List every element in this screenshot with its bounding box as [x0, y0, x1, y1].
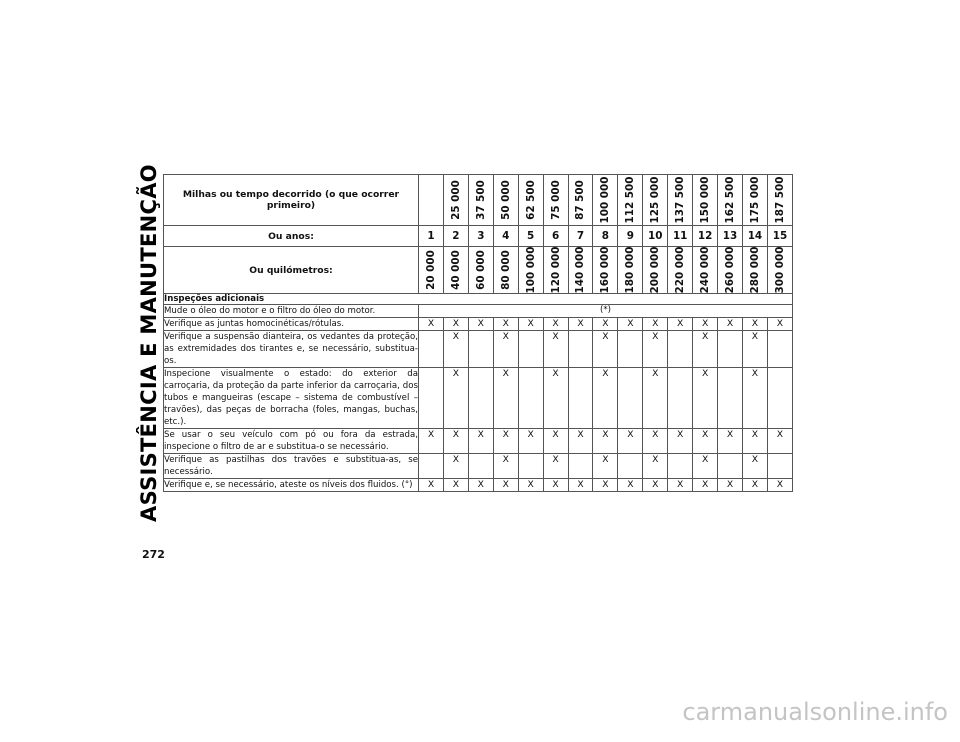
service-mark: X [693, 429, 718, 454]
miles-value [742, 175, 767, 226]
miles-value-text: 62 500 [524, 180, 537, 220]
miles-value [518, 175, 543, 226]
miles-value [668, 175, 693, 226]
task-description: Mude o óleo do motor e o filtro do óleo do motor. [164, 305, 419, 318]
service-mark [668, 454, 693, 479]
miles-value [443, 175, 468, 226]
service-mark [718, 331, 743, 368]
table-row [164, 479, 793, 492]
service-mark [718, 454, 743, 479]
miles-value-text: 87 500 [574, 180, 587, 220]
service-mark [767, 454, 792, 479]
service-mark: X [443, 454, 468, 479]
service-mark: X [718, 479, 743, 492]
miles-value-text: 175 000 [748, 176, 761, 224]
service-mark: X [419, 318, 444, 331]
maintenance-schedule-table [163, 174, 793, 492]
service-mark: X [742, 429, 767, 454]
task-description: Inspecione visualmente o estado: do exterior da carroçaria, da proteção da parte inferior da carroçaria, dos tubos e mangueiras (escape – sistema de combustível – travões), das peças de borracha (foles, mangas, buchas, etc.). [164, 369, 418, 427]
page-number: 272 [142, 548, 165, 561]
service-mark: X [568, 429, 593, 454]
service-mark [468, 331, 493, 368]
year-value: 7 [568, 226, 593, 247]
miles-value-text: 75 000 [549, 180, 562, 220]
service-mark: X [443, 429, 468, 454]
service-mark: X [643, 368, 668, 429]
miles-value [543, 175, 568, 226]
service-mark: X [593, 479, 618, 492]
service-mark: X [419, 479, 444, 492]
table-row [164, 318, 793, 331]
km-value [593, 247, 618, 294]
year-value: 10 [643, 226, 668, 247]
year-value: 4 [493, 226, 518, 247]
service-mark: X [643, 454, 668, 479]
service-mark: X [443, 479, 468, 492]
miles-value-text: 50 000 [499, 180, 512, 220]
service-mark: X [543, 454, 568, 479]
service-mark: X [618, 318, 643, 331]
service-mark: X [742, 318, 767, 331]
service-mark: X [693, 331, 718, 368]
service-mark: X [419, 429, 444, 454]
km-value-text: 40 000 [449, 250, 462, 290]
service-mark: X [518, 479, 543, 492]
service-mark [718, 368, 743, 429]
year-value: 1 [419, 226, 444, 247]
year-value: 2 [443, 226, 468, 247]
service-mark: X [493, 429, 518, 454]
km-value [518, 247, 543, 294]
service-mark [568, 331, 593, 368]
miles-value [493, 175, 518, 226]
service-mark: X [543, 479, 568, 492]
km-value-text: 160 000 [599, 246, 612, 294]
task-description: Verifique as juntas homocinéticas/rótulas. [164, 318, 419, 331]
service-mark: X [543, 429, 568, 454]
task-description: Verifique a suspensão dianteira, os vedantes da proteção, as extremidades dos tirantes e, se necessário, substitua-os. [164, 332, 418, 366]
service-mark: X [593, 368, 618, 429]
section-title: Inspeções adicionais [164, 294, 793, 305]
section-header-row [164, 294, 793, 305]
section-side-title [132, 163, 166, 523]
service-mark [668, 331, 693, 368]
service-mark: X [742, 479, 767, 492]
miles-value-text: 125 000 [649, 176, 662, 224]
service-mark: X [493, 479, 518, 492]
service-mark [767, 368, 792, 429]
service-mark: X [493, 368, 518, 429]
service-mark: X [543, 331, 568, 368]
miles-value-text: 137 500 [674, 176, 687, 224]
km-value [543, 247, 568, 294]
km-value-text: 80 000 [499, 250, 512, 290]
service-mark: X [718, 429, 743, 454]
year-value: 11 [668, 226, 693, 247]
miles-value [767, 175, 792, 226]
km-value-text: 140 000 [574, 246, 587, 294]
year-value: 9 [618, 226, 643, 247]
service-mark: X [593, 454, 618, 479]
service-mark: X [643, 331, 668, 368]
service-mark: X [493, 318, 518, 331]
year-value: 6 [543, 226, 568, 247]
service-mark [618, 331, 643, 368]
table-row [164, 454, 793, 479]
service-mark: X [742, 368, 767, 429]
km-value [443, 247, 468, 294]
service-mark: X [618, 429, 643, 454]
service-mark [668, 368, 693, 429]
task-description: Verifique e, se necessário, ateste os níveis dos fluidos. (°) [164, 479, 419, 492]
service-mark: X [518, 429, 543, 454]
miles-value-text: 37 500 [474, 180, 487, 220]
year-value: 3 [468, 226, 493, 247]
km-value [419, 247, 444, 294]
km-value [767, 247, 792, 294]
km-value-text: 200 000 [649, 246, 662, 294]
km-label: Ou quilómetros: [164, 247, 419, 294]
service-mark [568, 368, 593, 429]
km-value [668, 247, 693, 294]
miles-value [693, 175, 718, 226]
miles-value [468, 175, 493, 226]
years-header-row [164, 226, 793, 247]
service-mark [468, 454, 493, 479]
miles-label: Milhas ou tempo decorrido (o que ocorrer primeiro) [164, 175, 419, 226]
service-mark: X [767, 479, 792, 492]
service-mark: X [643, 429, 668, 454]
service-mark: X [493, 331, 518, 368]
service-mark [568, 454, 593, 479]
service-mark [468, 368, 493, 429]
service-mark: X [643, 479, 668, 492]
year-value: 5 [518, 226, 543, 247]
miles-value [568, 175, 593, 226]
service-mark [767, 331, 792, 368]
service-mark [618, 454, 643, 479]
service-mark: X [593, 331, 618, 368]
miles-value [618, 175, 643, 226]
service-mark: X [468, 479, 493, 492]
km-value-text: 120 000 [549, 246, 562, 294]
service-mark [419, 331, 444, 368]
service-mark: X [493, 454, 518, 479]
service-mark: X [643, 318, 668, 331]
task-description: Se usar o seu veículo com pó ou fora da estrada, inspecione o filtro de ar e substitua-o se necessário. [164, 430, 418, 452]
km-value [618, 247, 643, 294]
years-label: Ou anos: [164, 226, 419, 247]
task-note: (*) [419, 305, 793, 318]
km-value [718, 247, 743, 294]
miles-value-text: 100 000 [599, 176, 612, 224]
year-value: 12 [693, 226, 718, 247]
miles-value-text: 187 500 [773, 176, 786, 224]
km-value-text: 300 000 [773, 246, 786, 294]
table-row [164, 305, 793, 318]
service-mark [518, 331, 543, 368]
service-mark: X [668, 429, 693, 454]
service-mark: X [742, 454, 767, 479]
service-mark: X [568, 318, 593, 331]
service-mark: X [668, 318, 693, 331]
service-mark: X [693, 454, 718, 479]
year-value: 14 [742, 226, 767, 247]
service-mark: X [693, 318, 718, 331]
service-mark: X [718, 318, 743, 331]
service-mark: X [443, 318, 468, 331]
km-value-text: 240 000 [699, 246, 712, 294]
service-mark: X [767, 429, 792, 454]
year-value: 15 [767, 226, 792, 247]
service-mark: X [767, 318, 792, 331]
service-mark: X [618, 479, 643, 492]
service-mark: X [668, 479, 693, 492]
service-mark: X [742, 331, 767, 368]
year-value: 13 [718, 226, 743, 247]
km-value-text: 180 000 [624, 246, 637, 294]
km-value-text: 60 000 [474, 250, 487, 290]
miles-value-text: 112 500 [624, 176, 637, 224]
miles-value [643, 175, 668, 226]
km-value-text: 20 000 [424, 250, 437, 290]
service-mark [419, 368, 444, 429]
table-row [164, 429, 793, 454]
service-mark: X [593, 429, 618, 454]
km-value [568, 247, 593, 294]
service-mark: X [593, 318, 618, 331]
miles-header-row [164, 175, 793, 226]
miles-value [718, 175, 743, 226]
km-value-text: 100 000 [524, 246, 537, 294]
table-row [164, 368, 793, 429]
service-mark [618, 368, 643, 429]
service-mark: X [543, 318, 568, 331]
service-mark: X [468, 318, 493, 331]
service-mark: X [518, 318, 543, 331]
service-mark: X [693, 479, 718, 492]
service-mark: X [443, 331, 468, 368]
service-mark: X [693, 368, 718, 429]
km-value [493, 247, 518, 294]
miles-value-text: 25 000 [449, 180, 462, 220]
km-value-text: 260 000 [724, 246, 737, 294]
km-header-row [164, 247, 793, 294]
service-mark [518, 368, 543, 429]
miles-empty-cell [419, 175, 444, 226]
watermark: carmanualsonline.info [682, 698, 948, 726]
miles-value [593, 175, 618, 226]
service-mark: X [568, 479, 593, 492]
service-mark [419, 454, 444, 479]
miles-value-text: 162 500 [724, 176, 737, 224]
km-value [643, 247, 668, 294]
service-mark [518, 454, 543, 479]
service-mark: X [468, 429, 493, 454]
km-value-text: 280 000 [748, 246, 761, 294]
km-value [693, 247, 718, 294]
task-description: Verifique as pastilhas dos travões e substitua-as, se necessário. [164, 455, 418, 477]
table-row [164, 331, 793, 368]
km-value-text: 220 000 [674, 246, 687, 294]
year-value: 8 [593, 226, 618, 247]
km-value [468, 247, 493, 294]
miles-value-text: 150 000 [699, 176, 712, 224]
side-title-text: ASSISTÊNCIA E MANUTENÇÃO [137, 164, 161, 522]
km-value [742, 247, 767, 294]
service-mark: X [543, 368, 568, 429]
service-mark: X [443, 368, 468, 429]
